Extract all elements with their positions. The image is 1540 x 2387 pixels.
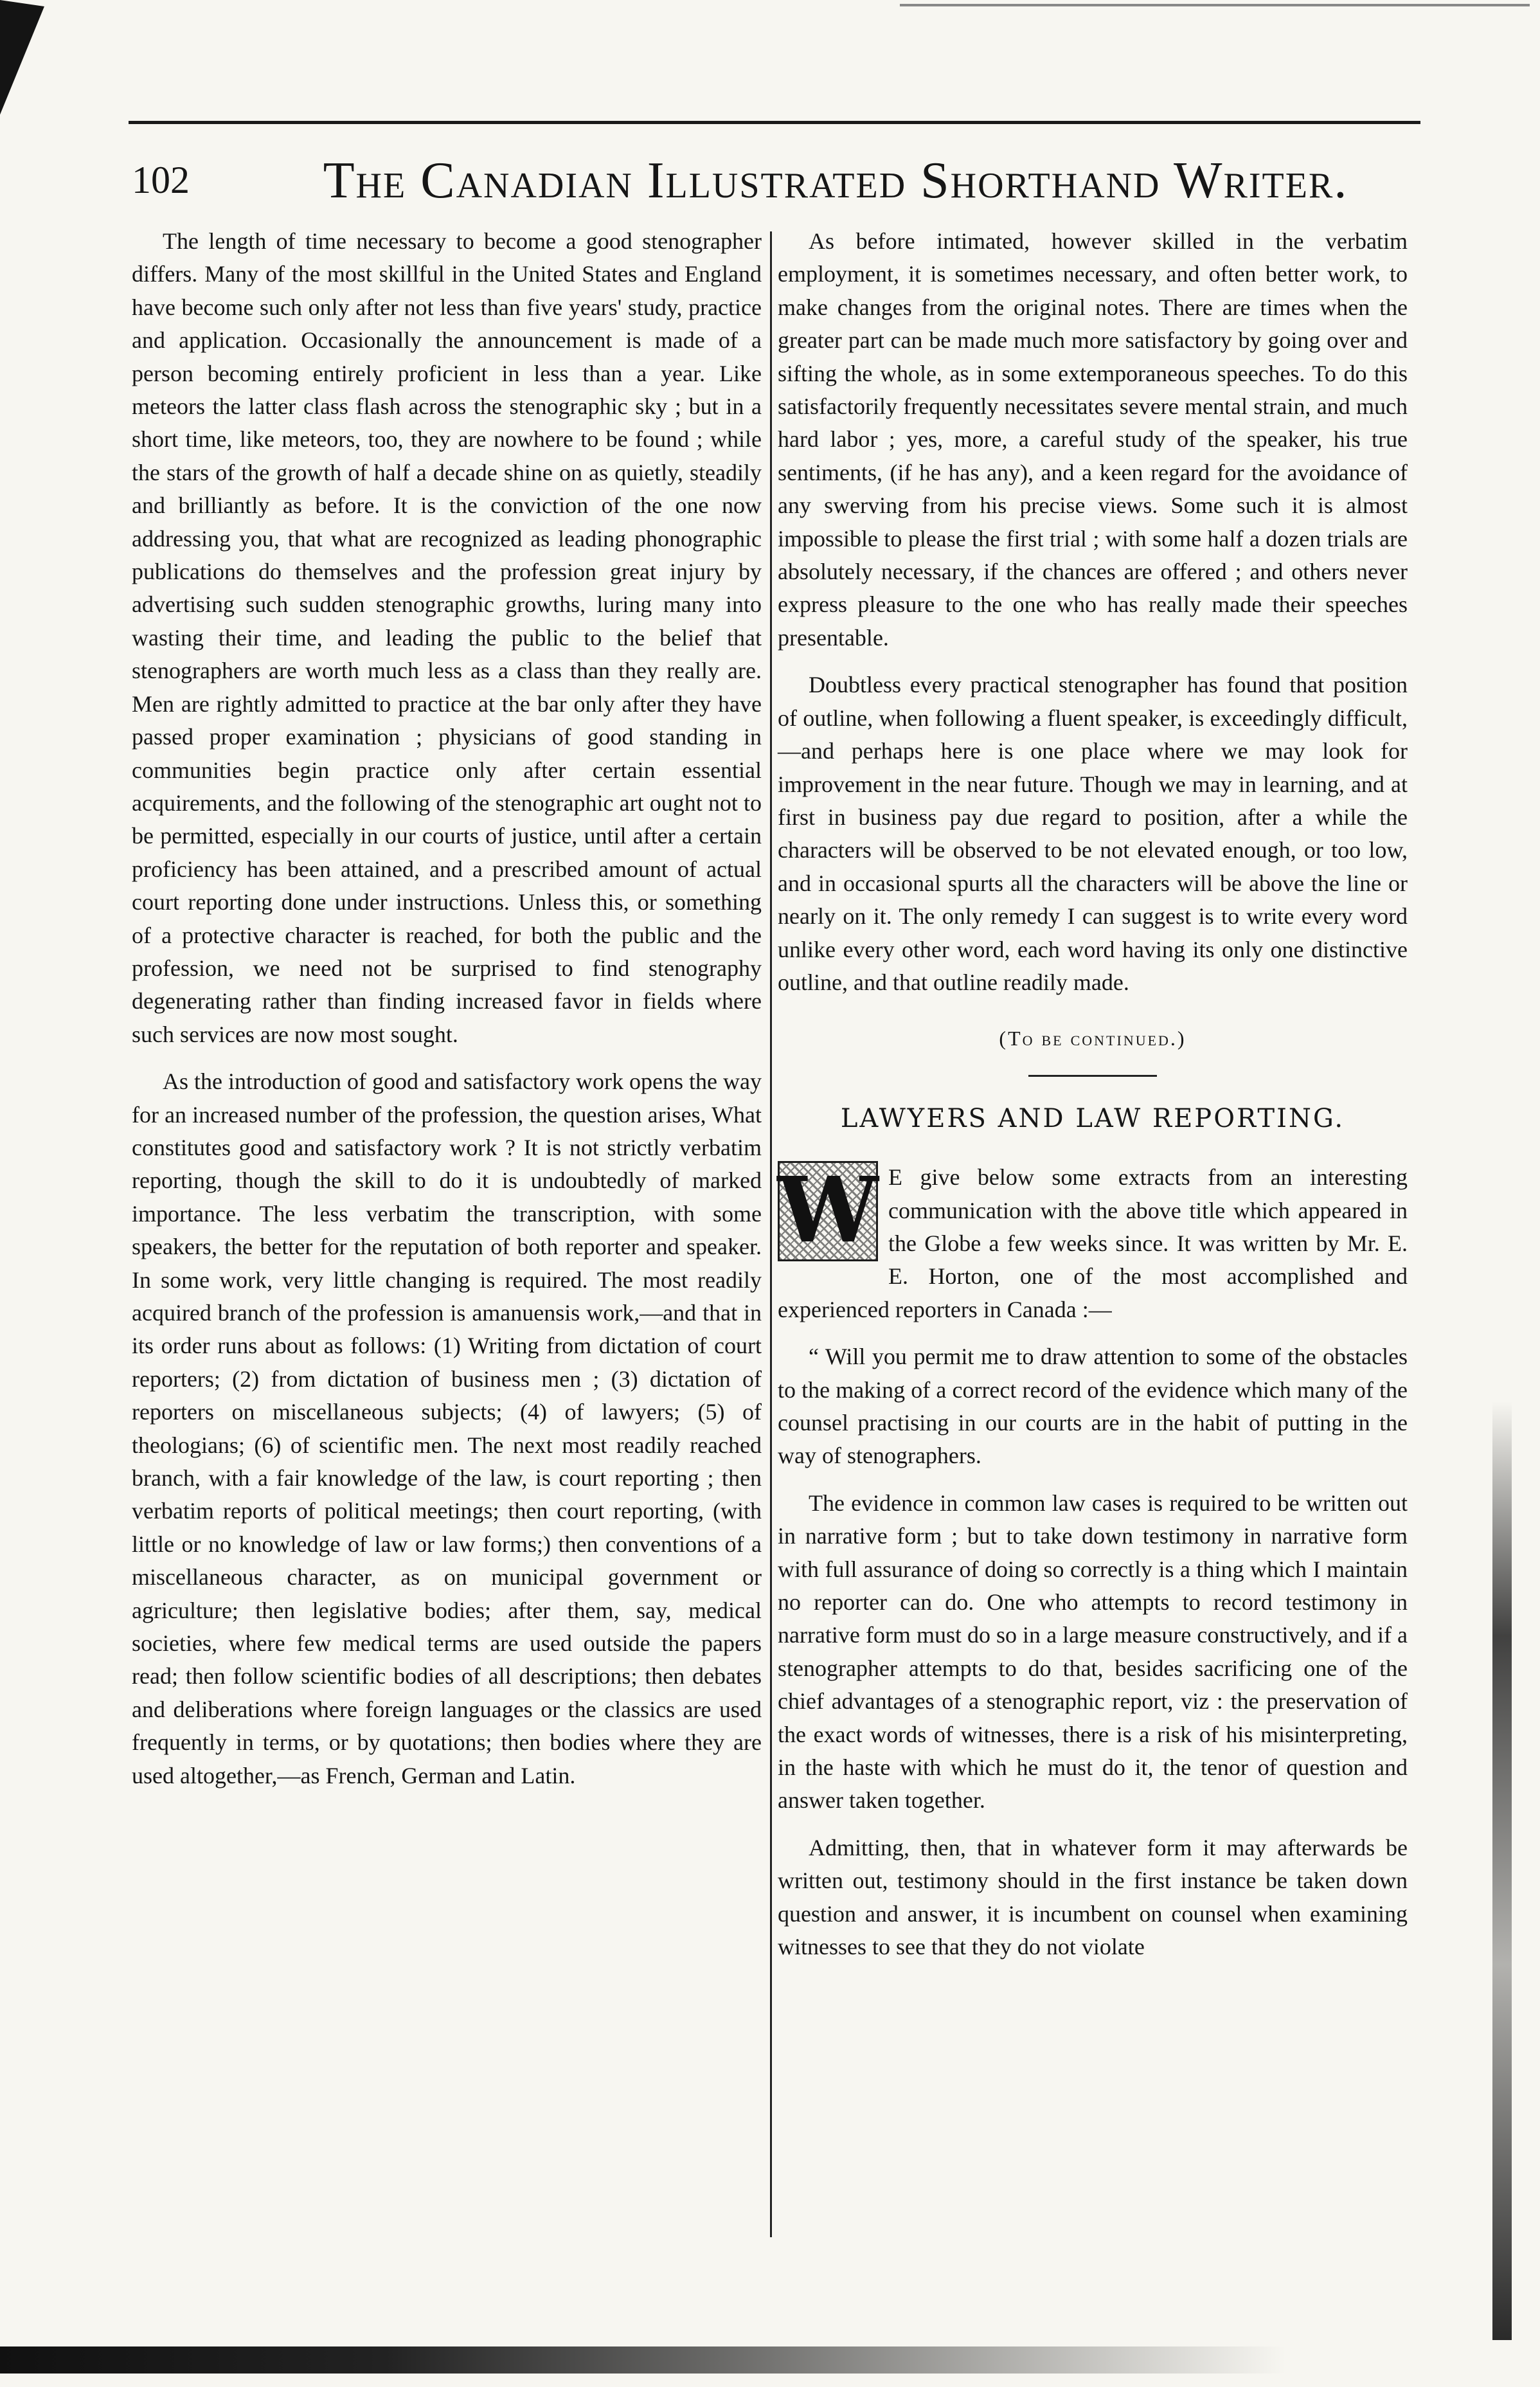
drop-cap-letter: W [777, 1158, 879, 1264]
corner-mark [0, 0, 45, 154]
paragraph: Doubtless every practical stenographer has found that position of outline, when following a fluent speaker, is exceedingly difficult,—and perhaps here is one place where we may look for improvement in the near future. Though we may in learning, and at first in business pay due regard to position, after a while the characters will be observed to be not elevated enough, or too low, and in occasional spurts all the characters will be above the line or nearly on it. The only remedy I can suggest is to write every word unlike every other word, each word having its only one distinctive outline, and that outline readily made. [778, 672, 1408, 995]
paragraph: E give below some extracts from an interesting communication with the above title which appeared in the Globe a few weeks since. It was written by Mr. E. E. Horton, one of the most accomplished and experienced reporters in Canada :— [778, 1164, 1408, 1322]
page-number: 102 [132, 159, 190, 201]
paragraph: As the introduction of good and satisfactory work opens the way for an increased number of the profession, the question arises, What constitutes good and satisfactory work ? It is not strictly verbatim reporting, though the skill to do it is undoubtedly of marked importance. The less verbatim the transcription, with some speakers, the better for the reputation of both reporter and speaker. In some work, very little changing is required. The most readily acquired branch of the profession is amanuensis work,—and that in its order runs about as follows: (1) Writing from dictation of court reporters; (2) from dictation of business men ; (3) dictation of reporters on miscellaneous subjects; (4) of lawyers; (5) of theologians; (6) of scientific men. The next most readily reached branch, with a fair knowledge of the law, is court reporting ; then verbatim reports of political meetings; then court reporting, (with little or no knowledge of law or law forms;) then conventions of a miscellaneous character, as on municipal government or agriculture; then legislative bodies; after them, say, medical societies, where few medical terms are used outside the papers read; then follow scientific bodies of all descriptions; then debates and deliberations where foreign languages or the classics are used frequently in terms, or by quotations; then bodies where they are used altogether,—as French, German and Latin. [132, 1068, 762, 1788]
header-rule [129, 121, 1420, 124]
paragraph: “ Will you permit me to draw attention to some of the obstacles to the making of a correct record of the evidence which many of the counsel practising in our courts are in the habit of putting in the way of stenographers. [778, 1344, 1408, 1469]
left-column [132, 225, 762, 1806]
paragraph: As before intimated, however skilled in the verbatim employment, it is sometimes necessary, and often better work, to make changes from the original notes. There are times when the greater part can be made much more satisfactory by going over and sifting the whole, as in some extemporaneous speeches. To do this satisfactorily frequently necessitates severe mental strain, and much hard labor ; yes, more, a careful study of the speaker, his true sentiments, (if he has any), and a keen regard for the avoidance of any swerving from his precise views. Some such it is almost impossible to please the first trial ; with some half a dozen trials are absolutely necessary, if the chances are offered ; and others never express pleasure to the one who has really made their speeches presentable. [778, 228, 1408, 651]
scan-bottom-streak [0, 2346, 1285, 2373]
top-edge-line [900, 4, 1530, 6]
section-rule [1028, 1075, 1157, 1077]
drop-cap [777, 1158, 879, 1264]
scan-edge-streak [1492, 1401, 1512, 2340]
column-divider [770, 231, 772, 2237]
right-column [778, 225, 1408, 1978]
section-title: LAWYERS AND LAW REPORTING. [840, 1103, 1345, 1133]
paragraph: Admitting, then, that in whatever form it may afterwards be written out, testimony should in the first instance be taken down question and answer, it is incumbent on counsel when examining witnesses to see that they do not violate [778, 1834, 1408, 1960]
continued-note: (To be continued.) [999, 1027, 1186, 1050]
running-title: The Canadian Illustrated Shorthand Writer. [323, 152, 1348, 209]
page-header [132, 152, 1411, 222]
paragraph: The length of time necessary to become a good stenographer differs. Many of the most skillful in the United States and England have become such only after not less than five years' study, practice and application. Occasionally the announcement is made of a person becoming entirely proficient in less than a year. Like meteors the latter class flash across the stenographic sky ; but in a short time, like meteors, too, they are nowhere to be found ; while the stars of the growth of half a decade shine on as quietly, steadily and brilliantly as before. It is the conviction of the one now addressing you, that what are recognized as leading phonographic publications do themselves and the profession great injury by advertising such sudden stenographic growths, luring many into wasting their time, and leading the public to the belief that stenographers are worth much less as a class than they really are. Men are rightly admitted to practice at the bar only after they have passed proper examination ; physicians of good standing in communities begin practice only after certain essential acquirements, and the following of the stenographic art ought not to be permitted, especially in our courts of justice, until after a certain proficiency has been attained, and a prescribed amount of actual court reporting done under instructions. Unless this, or something of a protective character is reached, for both the public and the profession, we need not be surprised to find stenography degenerating rather than finding increased favor in fields where such services are now most sought. [132, 228, 762, 1047]
paragraph: The evidence in common law cases is required to be written out in narrative form ; but to take down testimony in narrative form with full assurance of doing so correctly is a thing which I maintain no reporter can do. One who attempts to record testimony in narrative form must do so in a large measure constructively, and if a stenographer attempts to do that, besides sacrificing one of the chief advantages of a stenographic report, viz : the preservation of the exact words of witnesses, there is a risk of his misinterpreting, in the haste with which he must do it, the tenor of question and answer taken together. [778, 1490, 1408, 1814]
section-body [777, 1158, 1408, 1963]
